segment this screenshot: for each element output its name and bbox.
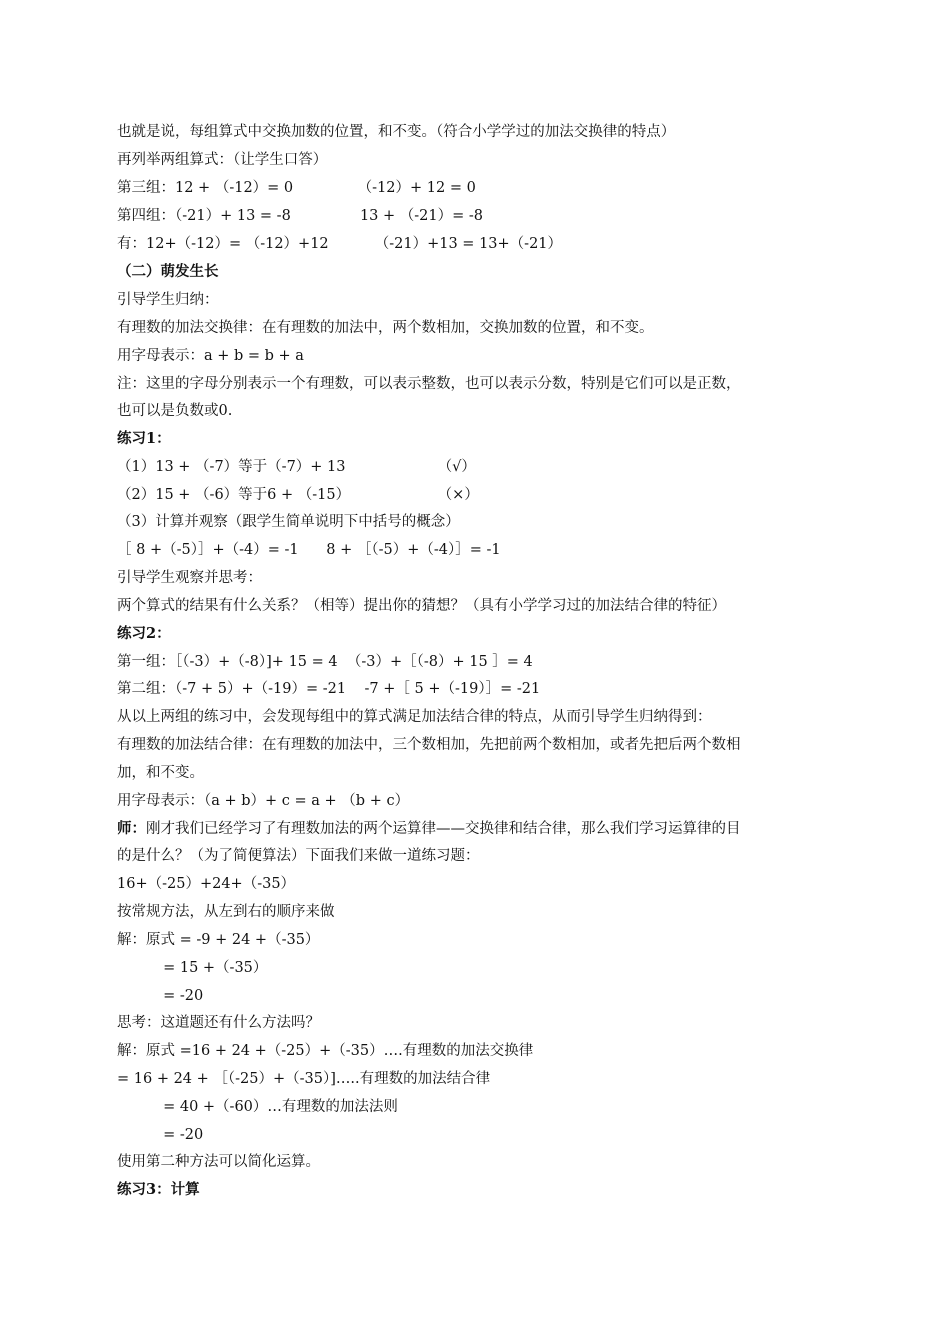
exercise-heading: 练习2： [117,625,171,642]
text-line: 注：这里的字母分别表示一个有理数，可以表示整数，也可以表示分数，特别是它们可以是正数， [117,376,741,392]
text-line: （2）15 + （-6）等于6 + （-15） （×） [117,487,479,503]
text-line: 也就是说，每组算式中交换加数的位置，和不变。（符合小学学过的加法交换律的特点） [117,124,676,140]
teacher-line [117,819,741,839]
text-line: 两个算式的结果有什么关系？（相等）提出你的猜想？（具有小学学习过的加法结合律的特征） [117,598,726,614]
text-line: 用字母表示：a + b = b + a [117,348,304,364]
text-line: （3）计算并观察（跟学生简单说明下中括号的概念） [117,514,460,530]
text-line: = -20 [117,1127,204,1143]
text-line: 第二组：（-7 + 5）+（-19）= -21 -7 +［ 5 +（-19）］= -21 [117,681,541,697]
text-line: 引导学生观察并思考： [117,570,262,586]
text-line: = 16 + 24 + ［（-25）+（-35）]…..有理数的加法结合律 [117,1071,491,1087]
text-line: 思考：这道题还有什么方法吗？ [117,1015,320,1031]
text-line: = 40 +（-60）…有理数的加法法则 [117,1099,398,1115]
text-line: 有理数的加法结合律：在有理数的加法中，三个数相加，先把前两个数相加，或者先把后两个数相 [117,737,741,753]
section-heading: （二）萌发生长 [117,263,219,280]
text-line: 有：12+（-12）= （-12）+12 （-21）+13 = 13+（-21） [117,236,563,252]
text-line: 解：原式 =16 + 24 +（-25）+（-35）….有理数的加法交换律 [117,1043,534,1059]
text-line: 的是什么？（为了简便算法）下面我们来做一道练习题： [117,848,480,864]
text-line: 使用第二种方法可以简化运算。 [117,1154,320,1170]
text-line: 第三组：12 + （-12）= 0 （-12）+ 12 = 0 [117,180,476,196]
text-line: 解：原式 = -9 + 24 +（-35） [117,932,320,948]
text-line: = 15 +（-35） [117,960,268,976]
text-line: 加，和不变。 [117,765,204,781]
teacher-label: 师： [117,820,146,837]
text-line: 有理数的加法交换律：在有理数的加法中，两个数相加，交换加数的位置，和不变。 [117,320,654,336]
text-line: 第一组：［（-3）+（-8）]+ 15 = 4 （-3）+［（-8）+ 15 ］= 4 [117,654,533,670]
teacher-text: 刚才我们已经学习了有理数加法的两个运算律——交换律和结合律，那么我们学习运算律的目 [146,821,741,837]
text-line: 引导学生归纳： [117,292,219,308]
exercise-heading: 练习3：计算 [117,1181,200,1198]
text-line: 再列举两组算式：（让学生口答） [117,152,328,168]
text-line: = -20 [117,988,204,1004]
text-line: ［ 8 +（-5）］+（-4）= -1 8 + ［（-5）+（-4）］= -1 [117,542,501,558]
exercise-heading: 练习1： [117,430,171,447]
text-line: （1）13 + （-7）等于（-7）+ 13 （√） [117,459,476,475]
text-line: 从以上两组的练习中，会发现每组中的算式满足加法结合律的特点，从而引导学生归纳得到： [117,709,712,725]
text-line: 按常规方法，从左到右的顺序来做 [117,904,335,920]
text-line: 第四组：（-21）+ 13 = -8 13 + （-21）= -8 [117,208,483,224]
text-line: 16+（-25）+24+（-35） [117,876,296,892]
text-line: 也可以是负数或0. [117,403,233,419]
text-line: 用字母表示：（a + b）+ c = a + （b + c） [117,793,410,809]
